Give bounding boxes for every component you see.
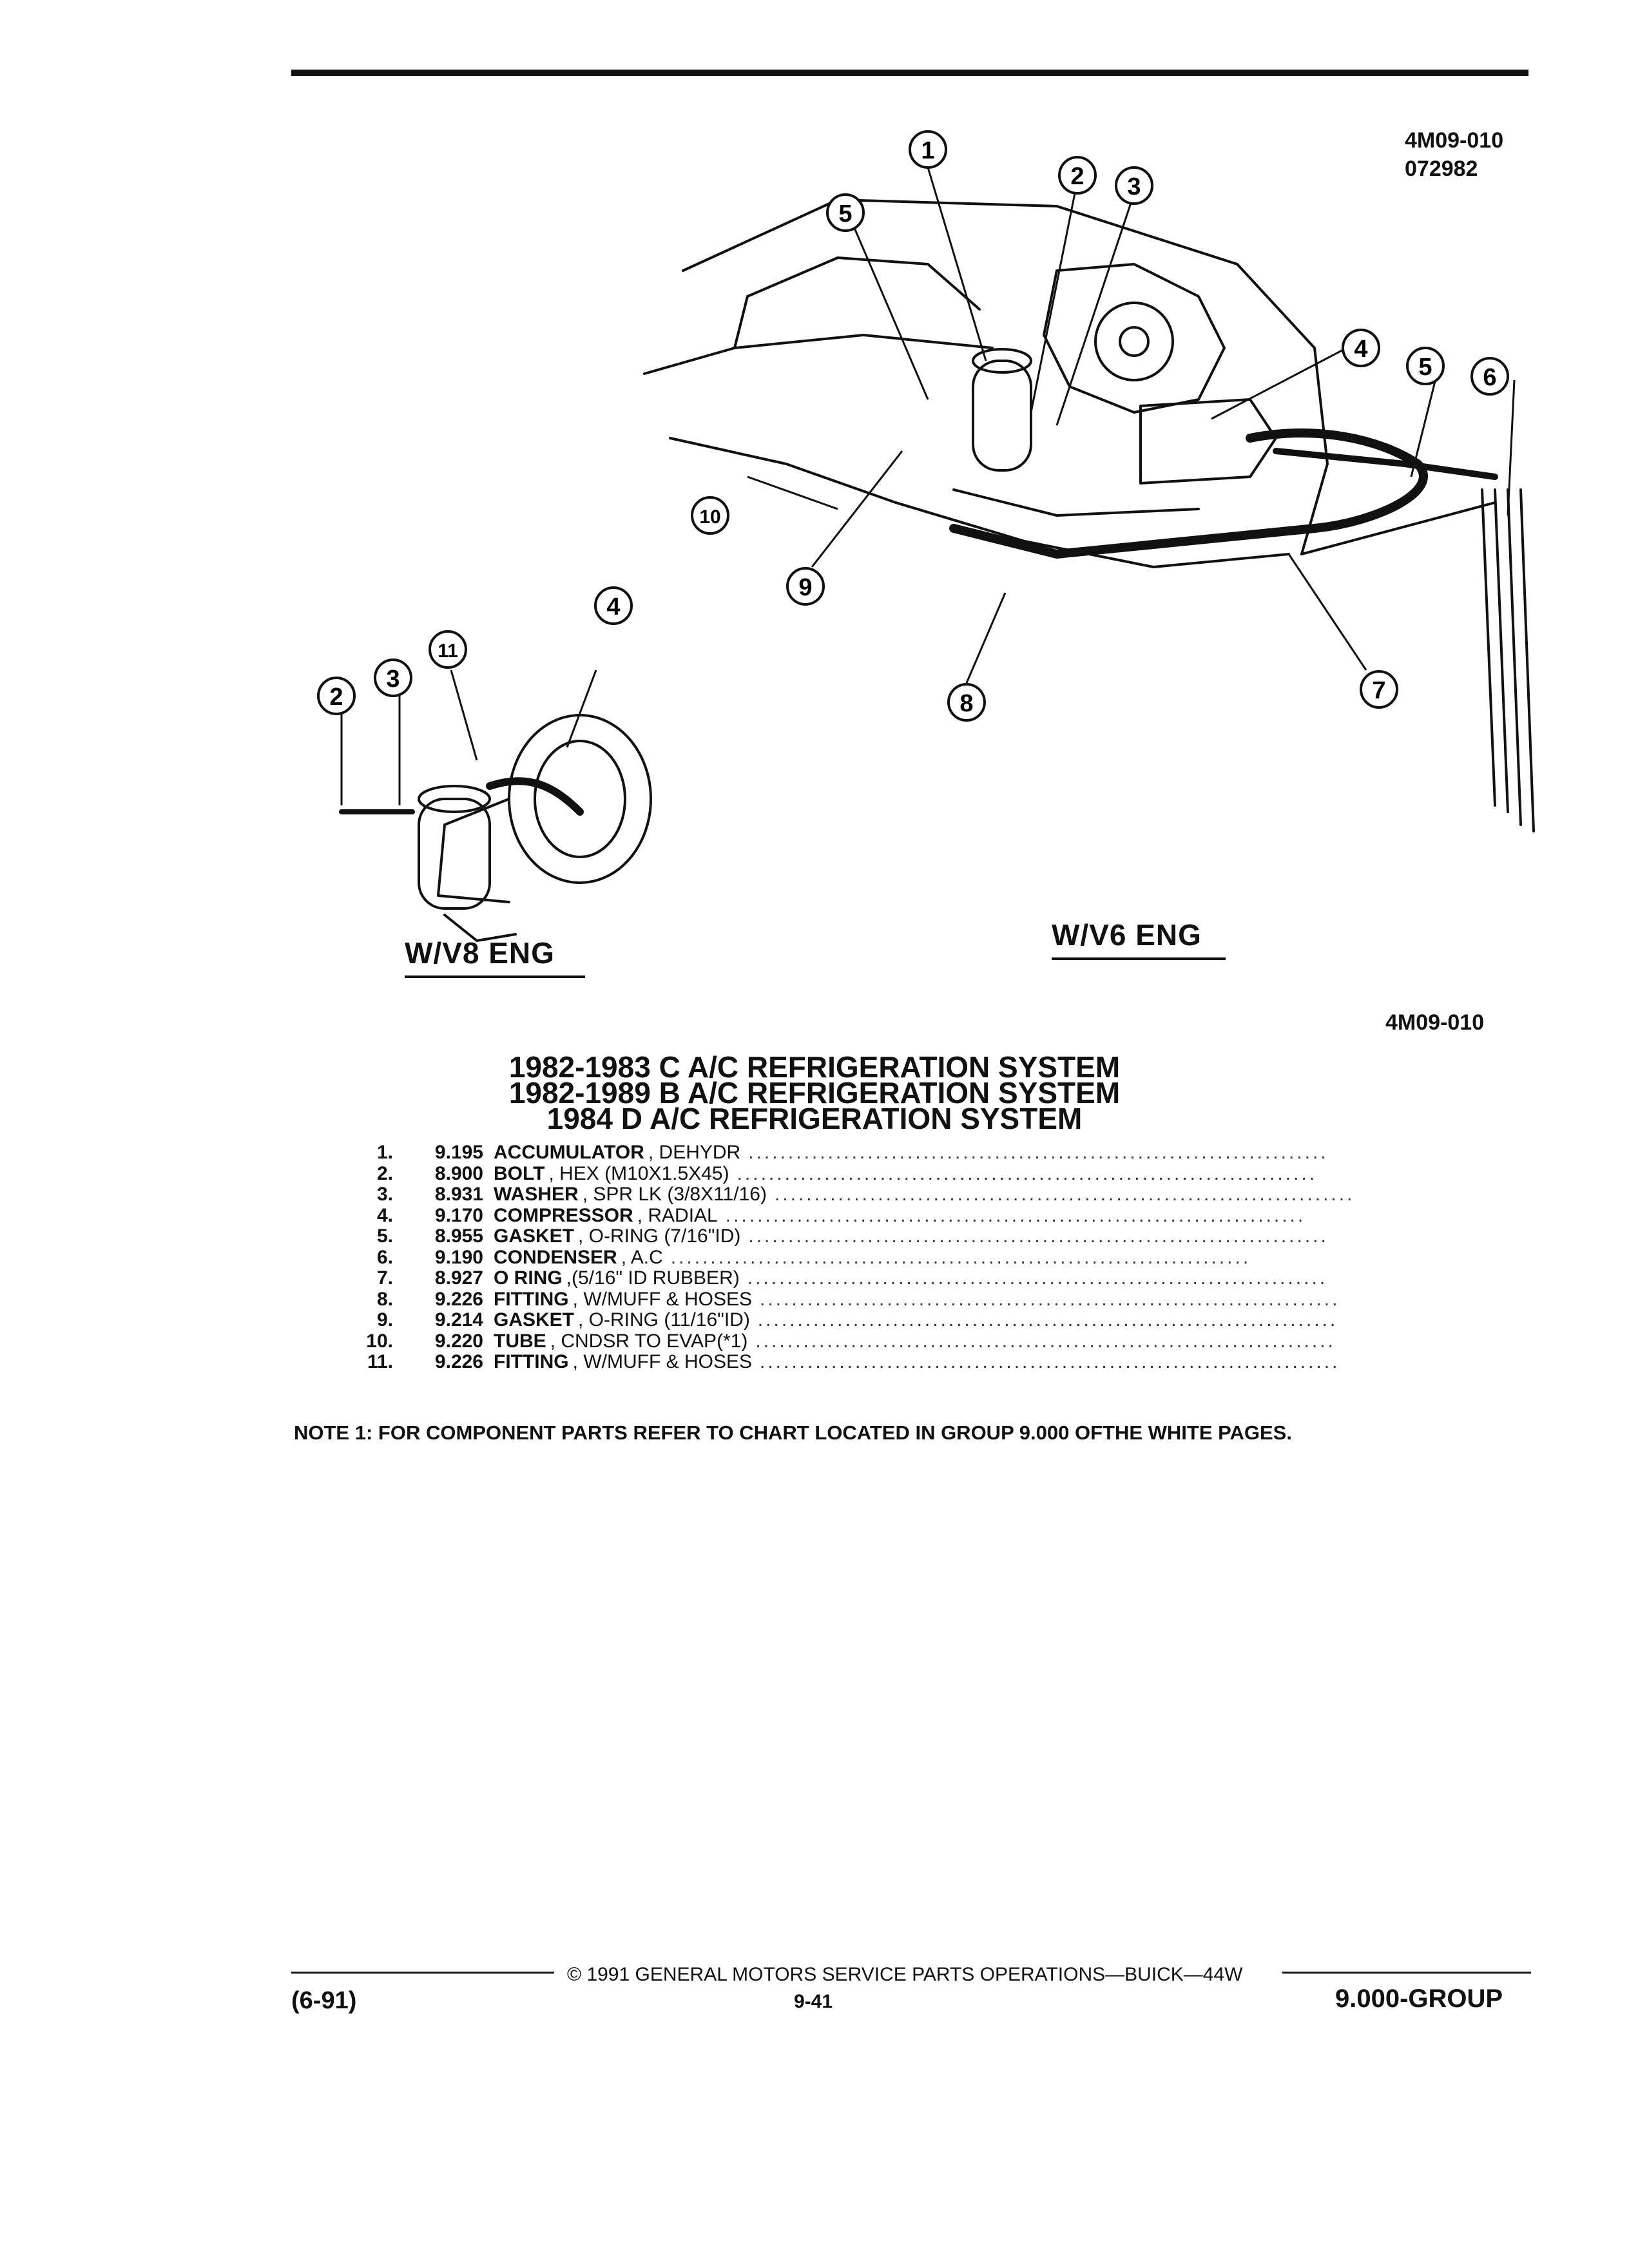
svg-text:2: 2 <box>1070 163 1084 190</box>
leader-dots: ......................................................................... <box>725 1204 1306 1226</box>
part-row <box>348 1205 1392 1226</box>
part-num: 9. <box>376 1309 393 1331</box>
callout-3-v8 <box>375 660 411 696</box>
footnote: NOTE 1: FOR COMPONENT PARTS REFER TO CHART LOCATED IN GROUP 9.000 OFTHE WHITE PAGES. <box>294 1421 1292 1444</box>
callout-6 <box>1472 358 1508 394</box>
part-name: FITTING <box>494 1288 569 1310</box>
part-code: 8.927 <box>434 1267 483 1289</box>
part-row <box>348 1289 1392 1310</box>
callout-9 <box>787 568 824 604</box>
part-row <box>348 1184 1392 1205</box>
part-row <box>348 1309 1392 1331</box>
part-num: 1. <box>376 1142 393 1163</box>
part-num: 7. <box>376 1267 393 1289</box>
title-line: 1982-1983 C A/C REFRIGERATION SYSTEM <box>508 1050 1121 1084</box>
part-num: 5. <box>376 1225 393 1247</box>
part-desc: , W/MUFF & HOSES <box>572 1288 752 1310</box>
part-num: 2. <box>376 1162 393 1184</box>
callout-11-v8 <box>430 631 466 668</box>
part-name: COMPRESSOR <box>494 1204 633 1226</box>
part-name: FITTING <box>494 1351 569 1372</box>
leader-dots: ......................................................................... <box>760 1351 1340 1372</box>
part-row <box>348 1142 1392 1163</box>
part-code: 9.220 <box>434 1330 483 1352</box>
part-row <box>348 1331 1392 1352</box>
part-name: TUBE <box>494 1330 546 1352</box>
part-code: 9.226 <box>434 1351 483 1372</box>
copyright-line: © 1991 GENERAL MOTORS SERVICE PARTS OPERATIONS—BUICK—44W <box>567 1964 1243 1985</box>
title-line: 1984 D A/C REFRIGERATION SYSTEM <box>546 1102 1083 1135</box>
svg-text:3: 3 <box>386 666 400 693</box>
callout-1 <box>910 131 946 168</box>
part-code: 8.931 <box>434 1184 483 1205</box>
part-code: 8.955 <box>434 1225 483 1247</box>
part-code: 9.226 <box>434 1288 483 1310</box>
leader-dots: ......................................................................... <box>748 1142 1329 1163</box>
top-rule <box>291 70 1528 76</box>
footer-rule-right <box>1282 1972 1531 1974</box>
svg-text:4: 4 <box>606 593 621 620</box>
svg-text:3: 3 <box>1127 173 1141 200</box>
part-desc: , RADIAL <box>637 1204 718 1226</box>
part-row <box>348 1351 1392 1372</box>
leader-dots: ......................................................................... <box>755 1330 1336 1352</box>
part-row <box>348 1225 1392 1247</box>
svg-text:10: 10 <box>699 506 721 528</box>
callout-3 <box>1116 168 1152 204</box>
figure-id-line1: 4M09-010 <box>1405 128 1504 153</box>
part-num: 6. <box>376 1246 393 1268</box>
revision-code: (6-91) <box>291 1987 357 2014</box>
part-num: 4. <box>376 1204 393 1226</box>
svg-text:4: 4 <box>1354 336 1368 363</box>
part-desc: , W/MUFF & HOSES <box>572 1351 752 1372</box>
page-number: 9-41 <box>794 1991 833 2012</box>
leader-dots: ......................................................................... <box>774 1184 1355 1205</box>
svg-text:2: 2 <box>329 684 343 711</box>
part-desc: ,(5/16" ID RUBBER) <box>566 1267 740 1289</box>
part-desc: , DEHYDR <box>648 1142 741 1163</box>
leader-dots: ......................................................................... <box>747 1267 1328 1289</box>
leader-dots: ......................................................................... <box>737 1162 1318 1184</box>
part-desc: , CNDSR TO EVAP(*1) <box>550 1330 748 1352</box>
svg-text:6: 6 <box>1483 364 1497 391</box>
part-row <box>348 1163 1392 1184</box>
caption-v8-underline <box>405 975 585 978</box>
caption-v6: W/V6 ENG <box>1052 918 1202 952</box>
svg-text:1: 1 <box>921 137 935 164</box>
callout-2 <box>1059 157 1095 193</box>
leader-dots: ......................................................................... <box>760 1288 1340 1310</box>
callout-4 <box>1343 330 1379 366</box>
part-desc: , A.C <box>621 1246 663 1268</box>
parts-list <box>348 1142 1392 1372</box>
callout-8 <box>949 684 985 720</box>
group-label: 9.000-GROUP <box>1335 1984 1503 2013</box>
leader-dots: ......................................................................... <box>748 1225 1329 1247</box>
part-desc: , O-RING (7/16"ID) <box>578 1225 741 1247</box>
part-name: GASKET <box>494 1225 575 1247</box>
leader-dots: ......................................................................... <box>757 1309 1338 1331</box>
part-num: 8. <box>376 1288 393 1310</box>
part-code: 9.195 <box>434 1142 483 1163</box>
caption-v8: W/V8 ENG <box>405 936 555 970</box>
part-name: WASHER <box>494 1184 579 1205</box>
part-code: 9.170 <box>434 1204 483 1226</box>
callout-10 <box>692 497 728 533</box>
part-num: 11. <box>367 1351 393 1372</box>
refrigeration-diagram <box>284 103 1547 1018</box>
part-desc: , O-RING (11/16"ID) <box>578 1309 750 1331</box>
part-code: 8.900 <box>434 1162 483 1184</box>
part-row <box>348 1267 1392 1289</box>
part-name: ACCUMULATOR <box>494 1142 644 1163</box>
title-line: 1982-1989 B A/C REFRIGERATION SYSTEM <box>508 1076 1121 1110</box>
part-desc: , SPR LK (3/8X11/16) <box>582 1184 767 1205</box>
svg-text:5: 5 <box>838 200 853 227</box>
figure-ref: 4M09-010 <box>1385 1010 1485 1035</box>
footer-rule-left <box>291 1972 554 1974</box>
callout-5b <box>1407 348 1443 384</box>
part-desc: , HEX (M10X1.5X45) <box>548 1162 729 1184</box>
callout-4-v8 <box>595 588 631 624</box>
part-row <box>348 1247 1392 1268</box>
svg-text:5: 5 <box>1418 354 1432 381</box>
callout-2-v8 <box>318 678 354 714</box>
callout-5a <box>827 195 863 231</box>
part-name: CONDENSER <box>494 1246 617 1268</box>
part-num: 3. <box>376 1184 393 1205</box>
part-num: 10. <box>366 1330 393 1352</box>
caption-v6-underline <box>1052 957 1226 960</box>
part-name: BOLT <box>494 1162 545 1184</box>
figure-id-line2: 072982 <box>1405 157 1478 181</box>
svg-text:8: 8 <box>959 690 974 717</box>
callout-7 <box>1361 671 1397 707</box>
leader-dots: ......................................................................... <box>670 1246 1251 1268</box>
part-name: GASKET <box>494 1309 575 1331</box>
svg-text:9: 9 <box>798 574 813 601</box>
part-name: O RING <box>494 1267 563 1289</box>
section-titles <box>0 1050 1629 1135</box>
svg-text:11: 11 <box>438 640 458 662</box>
part-code: 9.214 <box>434 1309 483 1331</box>
part-code: 9.190 <box>434 1246 483 1268</box>
svg-text:7: 7 <box>1372 677 1386 704</box>
